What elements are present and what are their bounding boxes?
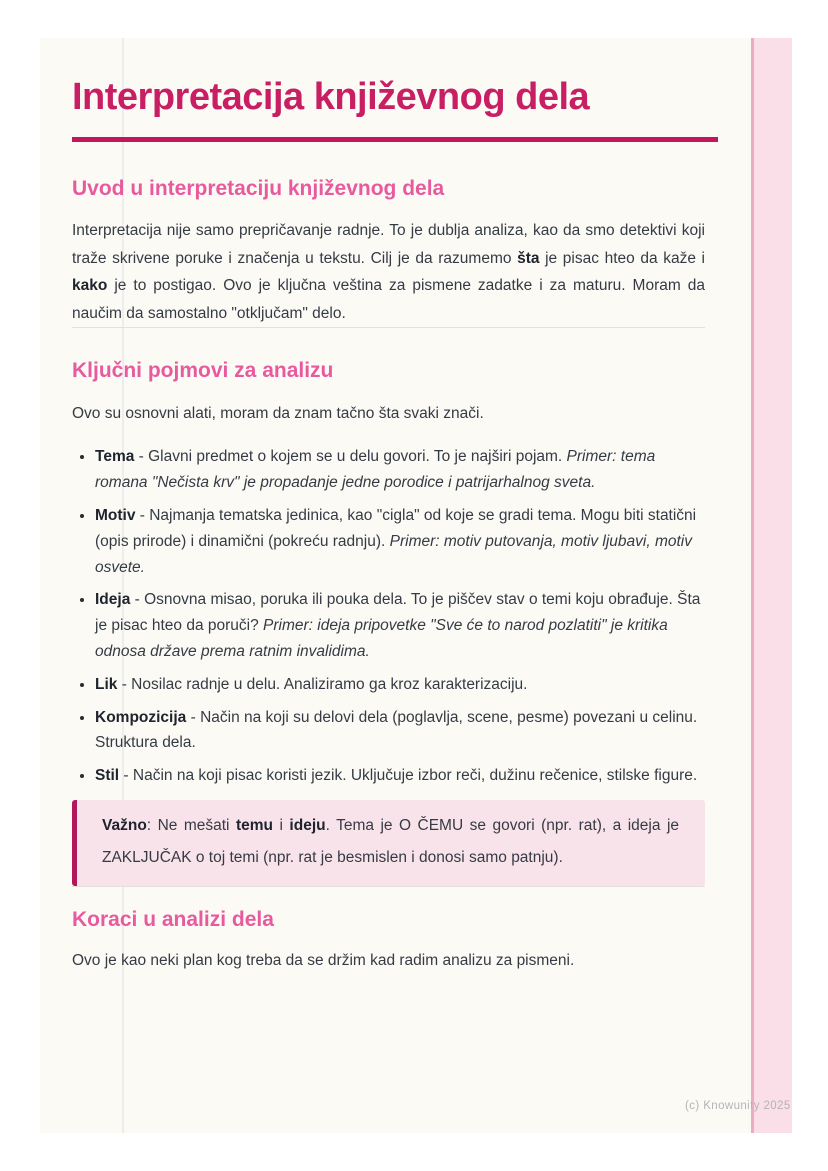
list-item-ideja: • Ideja - Osnovna misao, poruka ili pouka dela. To je piščev stav o temi koju obrađuje. Šta je pisac hteo da poruči? Primer: ideja pripovetke "Sve će to narod pozlatiti" je kritika odnosa države prema ratnim invalidima. [95, 587, 705, 664]
section-heading-koraci: Koraci u analizi dela [72, 907, 274, 931]
paragraph-koraci-intro: Ovo je kao neki plan kog treba da se držim kad radim analizu za pismeni. [72, 951, 575, 969]
list-item-tema: • Tema - Glavni predmet o kojem se u delu govori. To je najširi pojam. Primer: tema romana "Nečista krv" je propadanje jedne porodice i patrijarhalnog sveta. [95, 444, 705, 496]
important-callout [72, 800, 705, 886]
page-title: Interpretacija književnog dela [72, 76, 590, 118]
page-content [72, 74, 705, 975]
terms-list [72, 444, 705, 789]
paragraph-uvod: Interpretacija nije samo prepričavanje radnje. To je dublja analiza, kao da smo detektivi koji traže skrivene poruke i značenja u tekstu. Cilj je da razumemo šta je pisac hteo da kaže i kako je to postigao. Ovo je ključna veština za pismene zadatke i za maturu. Moram da naučim da samostalno "otključam" delo. [72, 222, 705, 322]
section-heading-uvod: Uvod u interpretaciju književnog dela [72, 177, 445, 200]
watermark: (c) Knowunity 2025 [685, 1100, 791, 1112]
list-item-lik: • Lik - Nosilac radnje u delu. Analiziramo ga kroz karakterizaciju. [95, 672, 705, 698]
paragraph-pojmovi-intro: Ovo su osnovni alati, moram da znam tačno šta svaki znači. [72, 405, 484, 423]
page-edge-stripe [751, 38, 792, 1133]
section-divider [72, 327, 705, 328]
section-heading-pojmovi: Ključni pojmovi za analizu [72, 359, 334, 383]
list-item-stil: • Stil - Način na koji pisac koristi jezik. Uključuje izbor reči, dužinu rečenice, stilske figure. [95, 763, 705, 789]
list-item-motiv: • Motiv - Najmanja tematska jedinica, kao "cigla" od koje se gradi tema. Mogu biti statični (opis prirode) i dinamični (pokreću radnju). Primer: motiv putovanja, motiv ljubavi, motiv osvete. [95, 503, 705, 580]
list-item-kompozicija: • Kompozicija - Način na koji su delovi dela (poglavlja, scene, pesme) povezani u celinu. Struktura dela. [95, 705, 705, 757]
section-divider [72, 886, 705, 887]
notes-page [40, 38, 792, 1133]
callout-text: Važno: Ne mešati temu i ideju. Tema je O ČEMU se govori (npr. rat), a ideja je ZAKLJUČAK o toj temi (npr. rat je besmislen i donosi samo patnju). [102, 816, 680, 866]
title-rule [72, 137, 718, 142]
